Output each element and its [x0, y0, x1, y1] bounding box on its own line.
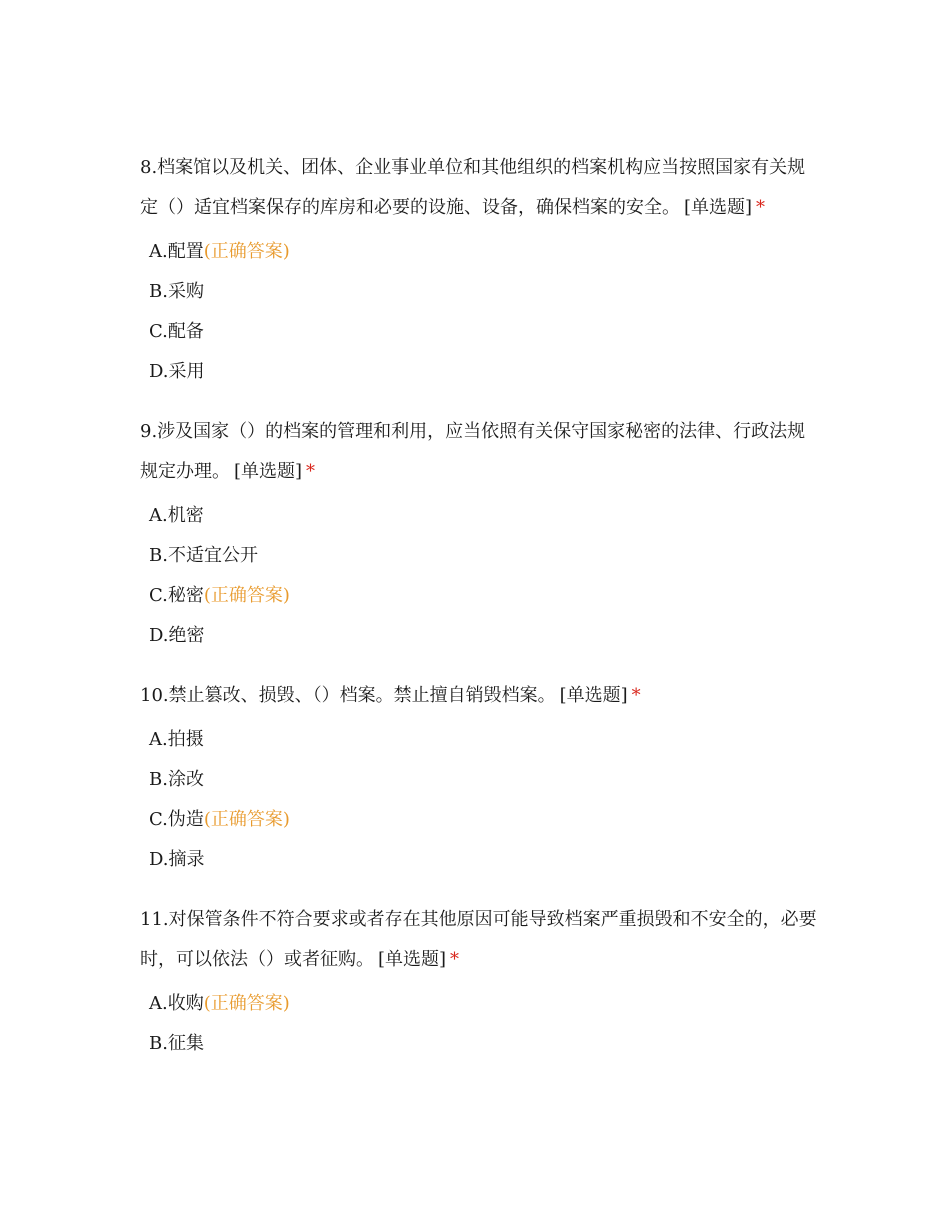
question-9: [140, 412, 820, 656]
option-list: [140, 496, 820, 656]
option-label: A.机密: [149, 505, 204, 526]
question-11: [140, 900, 820, 1064]
question-stem: [140, 900, 820, 980]
quiz-page: [140, 148, 820, 1084]
question-text: 9.涉及国家（）的档案的管理和利用，应当依照有关保守国家秘密的法律、行政法规规定办理。: [140, 421, 806, 482]
question-10: [140, 676, 820, 880]
option-label: A.拍摄: [149, 729, 204, 750]
option-label: A.收购: [149, 993, 204, 1014]
option-label: A.配置: [149, 241, 204, 262]
option-list: [140, 232, 820, 392]
question-stem: [140, 412, 820, 492]
option-a[interactable]: [140, 984, 820, 1024]
option-label: D.采用: [149, 361, 205, 382]
option-b[interactable]: [140, 1024, 820, 1064]
required-marker: *: [631, 685, 641, 706]
question-type-tag: [单选题]: [559, 685, 628, 706]
option-label: B.征集: [149, 1033, 204, 1054]
question-stem: [140, 148, 820, 228]
option-label: B.不适宜公开: [149, 545, 258, 566]
option-a[interactable]: [140, 720, 820, 760]
question-stem: [140, 676, 820, 716]
question-type-tag: [单选题]: [378, 949, 447, 970]
question-type-tag: [单选题]: [234, 461, 303, 482]
question-text: 8.档案馆以及机关、团体、企业事业单位和其他组织的档案机构应当按照国家有关规定（）适宜档案保存的库房和必要的设施、设备，确保档案的安全。: [140, 157, 806, 218]
option-label: C.伪造: [149, 809, 204, 830]
question-text: 10.禁止篡改、损毁、（）档案。禁止擅自销毁档案。: [140, 685, 556, 706]
option-list: [140, 984, 820, 1064]
option-b[interactable]: [140, 536, 820, 576]
option-label: C.配备: [149, 321, 204, 342]
correct-answer-mark: (正确答案): [203, 241, 290, 262]
option-label: B.涂改: [149, 769, 204, 790]
question-type-tag: [单选题]: [684, 197, 753, 218]
option-c[interactable]: [140, 800, 820, 840]
option-d[interactable]: [140, 616, 820, 656]
correct-answer-mark: (正确答案): [203, 809, 290, 830]
correct-answer-mark: (正确答案): [203, 993, 290, 1014]
option-list: [140, 720, 820, 880]
option-a[interactable]: [140, 496, 820, 536]
option-d[interactable]: [140, 352, 820, 392]
question-text: 11.对保管条件不符合要求或者存在其他原因可能导致档案严重损毁和不安全的，必要时，可以依法（）或者征购。: [140, 909, 817, 970]
required-marker: *: [450, 949, 460, 970]
option-label: B.采购: [149, 281, 204, 302]
option-label: C.秘密: [149, 585, 204, 606]
option-b[interactable]: [140, 760, 820, 800]
option-c[interactable]: [140, 576, 820, 616]
required-marker: *: [306, 461, 316, 482]
option-b[interactable]: [140, 272, 820, 312]
option-d[interactable]: [140, 840, 820, 880]
correct-answer-mark: (正确答案): [203, 585, 290, 606]
option-label: D.摘录: [149, 849, 205, 870]
question-8: [140, 148, 820, 392]
option-c[interactable]: [140, 312, 820, 352]
option-label: D.绝密: [149, 625, 205, 646]
option-a[interactable]: [140, 232, 820, 272]
required-marker: *: [756, 197, 766, 218]
